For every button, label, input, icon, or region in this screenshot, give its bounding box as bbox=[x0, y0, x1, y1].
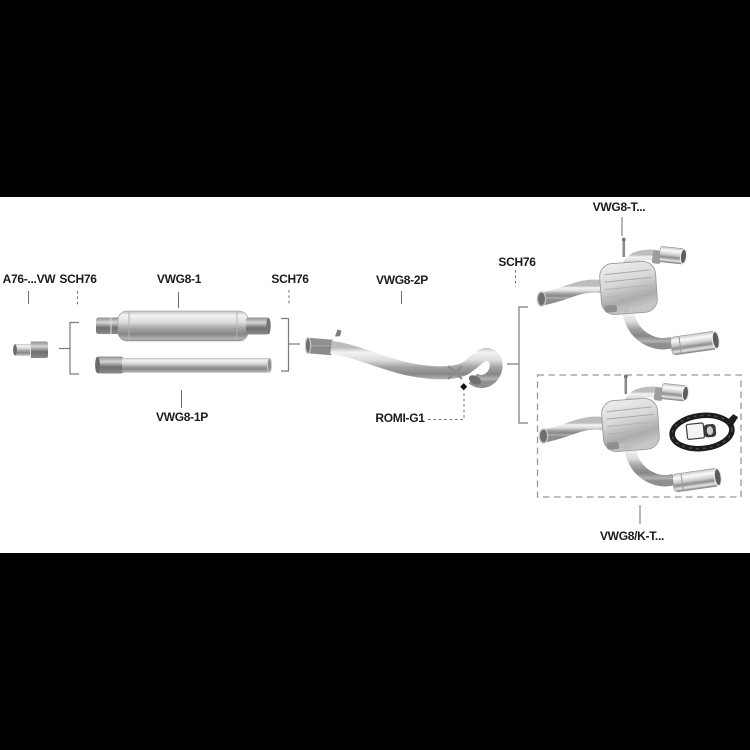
bracket-mid bbox=[281, 319, 300, 372]
label-clamp-mid: SCH76 bbox=[271, 272, 309, 286]
label-link-pipe: VWG8-2P bbox=[376, 273, 428, 287]
bracket-right bbox=[507, 307, 528, 423]
label-rear-silencer-valve-kit: VWG8/K-T... bbox=[599, 529, 665, 543]
label-front-pipe: VWG8-1P bbox=[156, 410, 208, 424]
valve-cable-kit bbox=[670, 412, 741, 452]
label-front-silencer: VWG8-1 bbox=[156, 272, 202, 286]
part-rear-silencer-valve-kit bbox=[539, 375, 741, 493]
part-link-pipe bbox=[305, 330, 496, 387]
part-front-silencer bbox=[96, 311, 271, 341]
part-grommet bbox=[460, 383, 467, 390]
label-clamp-front: SCH76 bbox=[59, 272, 97, 286]
label-clamp-rear: SCH76 bbox=[498, 255, 536, 269]
part-adapter bbox=[13, 342, 48, 359]
label-adapter: A76-...VW bbox=[2, 272, 56, 286]
bracket-left bbox=[59, 323, 79, 375]
label-line-grommet bbox=[428, 390, 464, 420]
part-rear-silencer bbox=[537, 238, 720, 356]
label-grommet: ROMI-G1 bbox=[375, 411, 425, 425]
part-front-pipe bbox=[95, 357, 271, 374]
label-rear-silencer: VWG8-T... bbox=[592, 200, 646, 214]
